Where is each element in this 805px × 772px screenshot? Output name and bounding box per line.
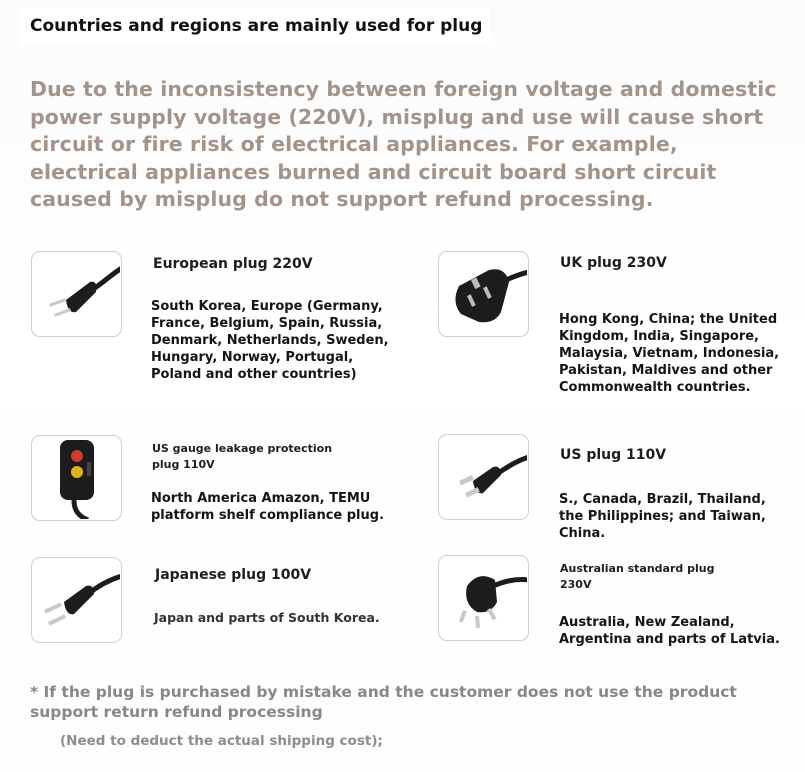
- european-plug-card: [31, 251, 122, 337]
- japanese-plug-icon: [32, 558, 120, 641]
- european-plug-countries: South Korea, Europe (Germany, France, Belgium, Spain, Russia, Denmark, Netherlands, Sweden, Hungary, Norway, Portugal, Poland and other countries): [151, 299, 389, 382]
- us-plug-countries: S., Canada, Brazil, Thailand, the Philippines; and Taiwan, China.: [559, 492, 766, 541]
- shipping-cost-note: (Need to deduct the actual shipping cost);: [60, 733, 383, 749]
- european-plug-title: European plug 220V: [153, 256, 313, 272]
- uk-plug-countries: Hong Kong, China; the United Kingdom, India, Singapore, Malaysia, Vietnam, Indonesia, Pakistan, Maldives and other Commonwealth countries.: [559, 312, 780, 395]
- us-plug-icon: [439, 435, 527, 518]
- us-leakage-protection-plug-icon: [32, 436, 120, 519]
- us-plug-card: [438, 434, 529, 520]
- us-plug-title: US plug 110V: [560, 447, 667, 463]
- european-plug-icon: [32, 252, 120, 335]
- uk-plug-card: [438, 251, 529, 337]
- japanese-plug-title: Japanese plug 100V: [155, 567, 312, 583]
- japanese-plug-card: [31, 557, 122, 643]
- japanese-plug-countries: Japan and parts of South Korea.: [154, 610, 380, 625]
- australian-plug-card: [438, 555, 529, 641]
- australian-plug-countries: Australia, New Zealand, Argentina and parts of Latvia.: [559, 615, 780, 647]
- us-leakage-plug-card: [31, 435, 122, 521]
- refund-footnote: * If the plug is purchased by mistake and the customer does not use the product support return refund processing: [30, 683, 737, 721]
- australian-plug-icon: [439, 556, 527, 639]
- us-leakage-plug-markets: North America Amazon, TEMU platform shelf compliance plug.: [151, 491, 385, 523]
- uk-plug-icon: [439, 252, 527, 335]
- uk-plug-title: UK plug 230V: [560, 255, 667, 271]
- australian-plug-title: Australian standard plug 230V: [560, 562, 715, 591]
- page-title: Countries and regions are mainly used for plug: [30, 16, 483, 36]
- voltage-warning: Due to the inconsistency between foreign voltage and domestic power supply voltage (220V), misplug and use will cause short circuit or fire risk of electrical appliances. For example, electrical appliances burned and circuit board short circuit caused by misplug do not support refund processing.: [30, 77, 777, 211]
- us-leakage-plug-title: US gauge leakage protection plug 110V: [152, 442, 333, 471]
